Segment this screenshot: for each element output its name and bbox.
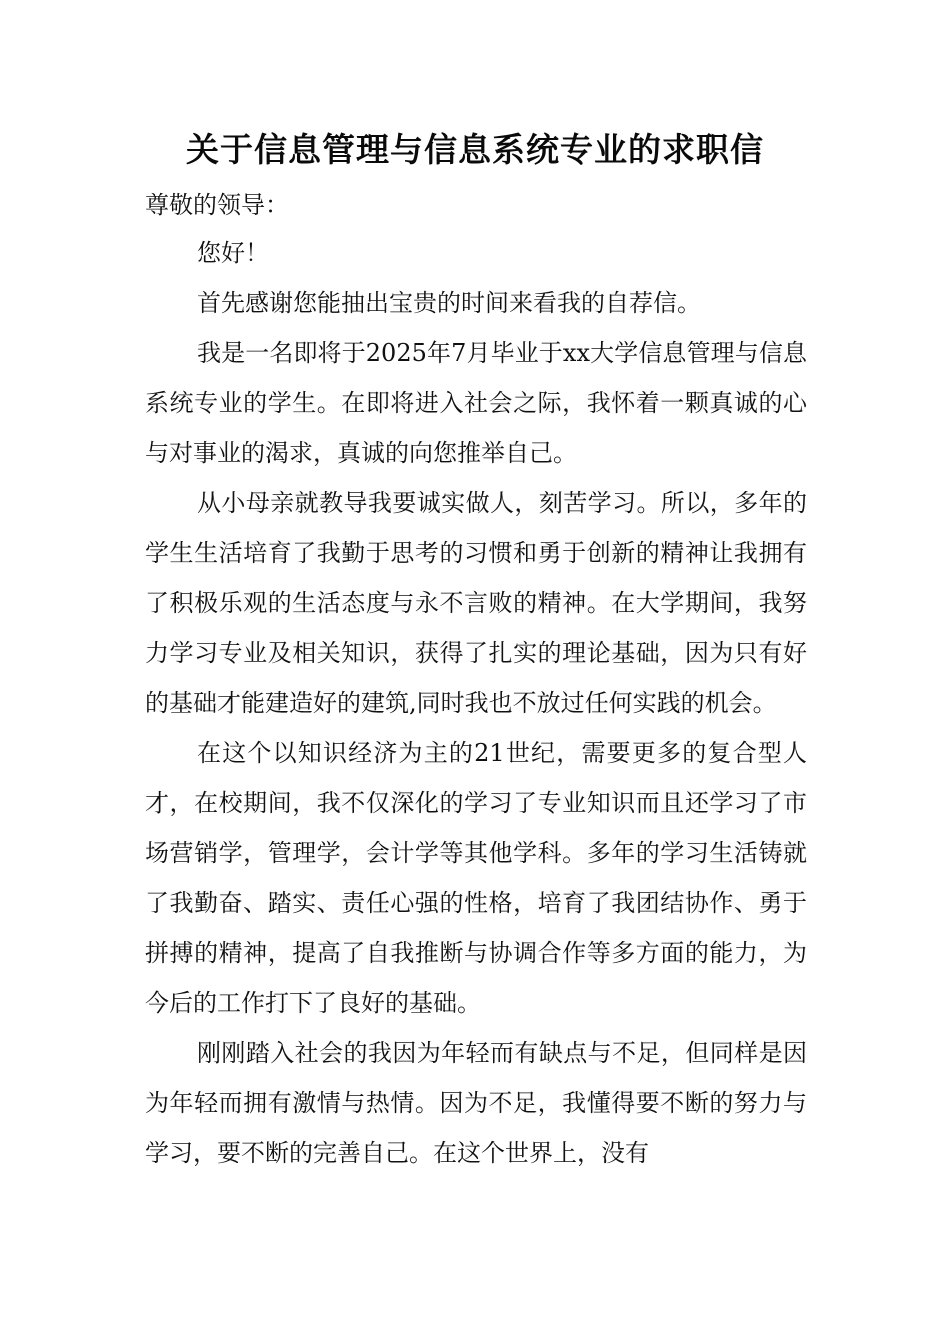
paragraph-greeting: 您好！ [197, 239, 269, 267]
paragraph-skills: 在这个以知识经济为主的21世纪，需要更多的复合型人才，在校期间，我不仅深化的学习了专业知识而且还学习了市场营销学，管理学，会计学等其他学科。多年的学习生活铸就了我勤奋、踏实、责任心强的性格，培育了我团结协作、勇于拼搏的精神，提高了自我推断与协调合作等多方面的能力，为今后的工作打下了良好的基础。 [145, 739, 807, 1017]
salutation: 尊敬的领导： [145, 191, 289, 219]
document-title: 关于信息管理与信息系统专业的求职信 [186, 130, 764, 169]
letter-body [145, 228, 807, 1178]
paragraph-introduction: 我是一名即将于2025年7月毕业于xx大学信息管理与信息系统专业的学生。在即将进入社会之际，我怀着一颗真诚的心与对事业的渴求，真诚的向您推举自己。 [145, 339, 807, 467]
paragraph-thanks: 首先感谢您能抽出宝贵的时间来看我的自荐信。 [197, 289, 701, 317]
paragraph-upbringing: 从小母亲就教导我要诚实做人，刻苦学习。所以，多年的学生生活培育了我勤于思考的习惯和勇于创新的精神让我拥有了积极乐观的生活态度与永不言败的精神。在大学期间，我努力学习专业及相关知识，获得了扎实的理论基础，因为只有好的基础才能建造好的建筑,同时我也不放过任何实践的机会。 [145, 489, 807, 717]
paragraph-youth: 刚刚踏入社会的我因为年轻而有缺点与不足，但同样是因为年轻而拥有激情与热情。因为不足，我懂得要不断的努力与学习，要不断的完善自己。在这个世界上，没有 [145, 1039, 807, 1167]
